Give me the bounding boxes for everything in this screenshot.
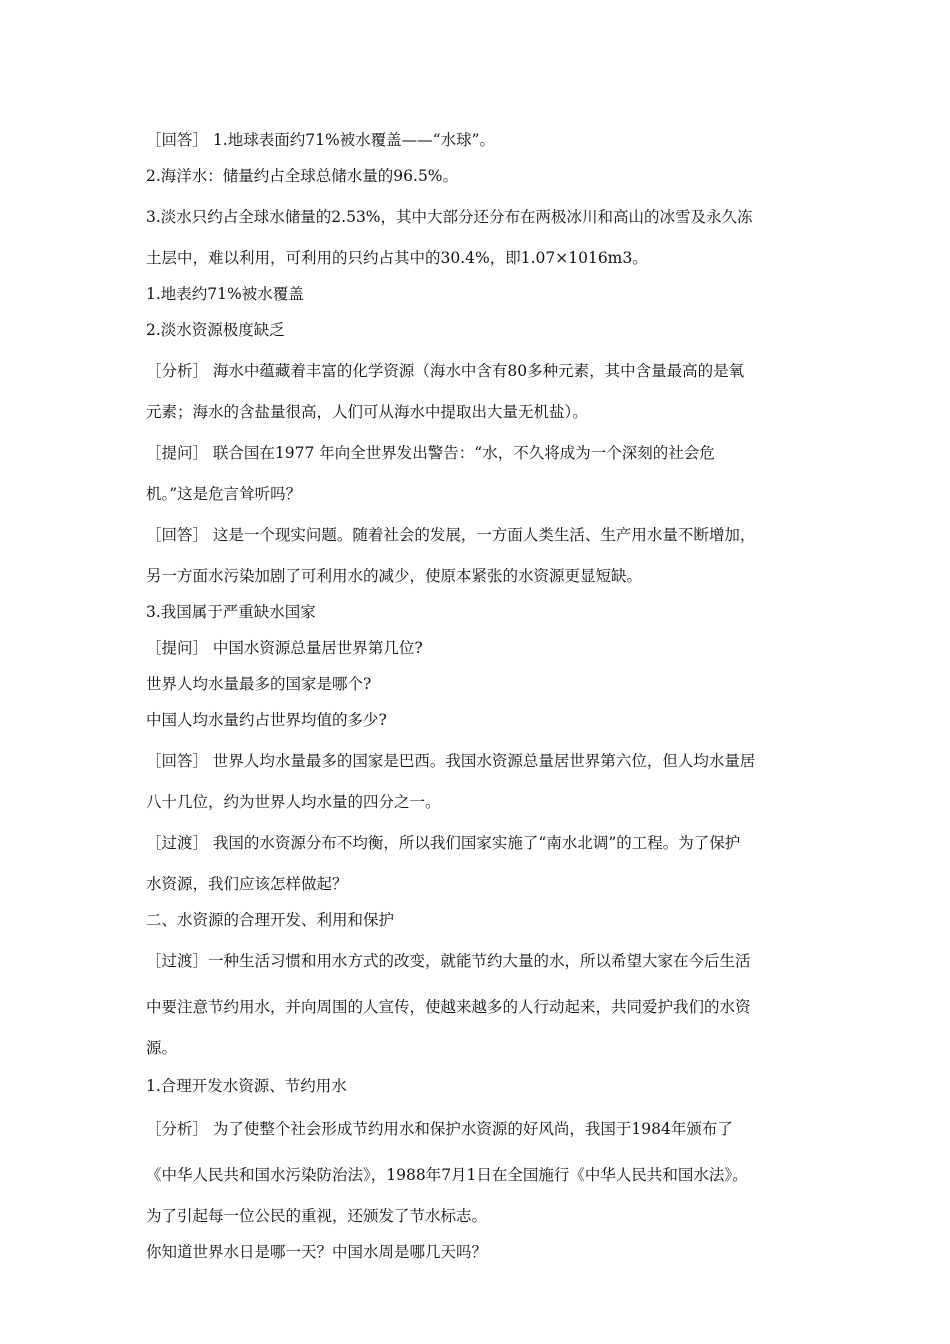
text-line-answer-reality-cont: 另一方面水污染加剧了可利用水的减少，使原本紧张的水资源更显短缺。 <box>146 567 643 585</box>
text-line-question-most-water: 世界人均水量最多的国家是哪个? <box>146 675 372 693</box>
text-line-transition-south-north: ［过渡］ 我国的水资源分布不均衡，所以我们国家实施了“南水北调”的工程。为了保护 <box>146 834 741 852</box>
text-line-heading-save-water: 1.合理开发水资源、节约用水 <box>146 1077 347 1095</box>
text-line-question-cont: 机。”这是危言耸听吗？ <box>146 485 302 503</box>
text-line-heading-surface-coverage: 1.地表约71%被水覆盖 <box>146 285 304 303</box>
document-body <box>146 122 816 1270</box>
text-line-water-saving-logo: 为了引起每一位公民的重视，还颁发了节水标志。 <box>146 1207 488 1225</box>
text-line-analysis-cont: 元素；海水的含盐量很高，人们可从海水中提取出大量无机盐）。 <box>146 403 588 421</box>
text-line-question-rank: ［提问］ 中国水资源总量居世界第几位? <box>146 639 423 657</box>
text-line-answer-reality: ［回答］ 这是一个现实问题。随着社会的发展，一方面人类生活、生产用水量不断增加， <box>146 526 756 544</box>
text-line-ocean-water: 2.海洋水：储量约占全球总储水量的96.5%。 <box>146 167 459 185</box>
text-line-question-un-warning: ［提问］ 联合国在1977 年向全世界发出警告：“水，不久将成为一个深刻的社会危 <box>146 444 715 462</box>
text-line-heading-fresh-water-scarcity: 2.淡水资源极度缺乏 <box>146 321 285 339</box>
text-line-analysis-laws: ［分析］ 为了使整个社会形成节约用水和保护水资源的好风尚，我国于1984年颁布了 <box>146 1120 733 1138</box>
section-heading-water-protection: 二、水资源的合理开发、利用和保护 <box>146 911 395 929</box>
text-line-answer-earth-surface: ［回答］ 1.地球表面约71%被水覆盖——“水球”。 <box>146 131 496 149</box>
text-line-heading-water-shortage: 3.我国属于严重缺水国家 <box>146 603 316 621</box>
text-line-question-water-day: 你知道世界水日是哪一天？中国水周是哪几天吗？ <box>146 1243 488 1261</box>
text-line-analysis-chemical-resources: ［分析］ 海水中蕴藏着丰富的化学资源（海水中含有80多种元素，其中含量最高的是氧 <box>146 362 745 380</box>
text-line-transition-habits-end: 源。 <box>146 1039 178 1057</box>
text-line-answer-brazil-cont: 八十几位，约为世界人均水量的四分之一。 <box>146 793 441 811</box>
text-line-fresh-water-cont: 土层中，难以利用，可利用的只约占其中的30.4%，即1.07×1016m3。 <box>146 249 648 267</box>
text-line-transition-cont: 水资源，我们应该怎样做起？ <box>146 875 348 893</box>
text-line-analysis-laws-cont: 《中华人民共和国水污染防治法》，1988年7月1日在全国施行《中华人民共和国水法》。 <box>146 1166 748 1184</box>
text-line-transition-habits: ［过渡］一种生活习惯和用水方式的改变，就能节约大量的水，所以希望大家在今后生活 <box>146 952 751 970</box>
text-line-question-per-capita: 中国人均水量约占世界均值的多少? <box>146 711 387 729</box>
text-line-fresh-water: 3.淡水只约占全球水储量的2.53%，其中大部分还分布在两极冰川和高山的冰雪及永久冻 <box>146 208 753 226</box>
text-line-transition-habits-cont: 中要注意节约用水，并向周围的人宣传，使越来越多的人行动起来，共同爱护我们的水资 <box>146 998 751 1016</box>
text-line-answer-brazil: ［回答］ 世界人均水量最多的国家是巴西。我国水资源总量居世界第六位，但人均水量居 <box>146 752 756 770</box>
